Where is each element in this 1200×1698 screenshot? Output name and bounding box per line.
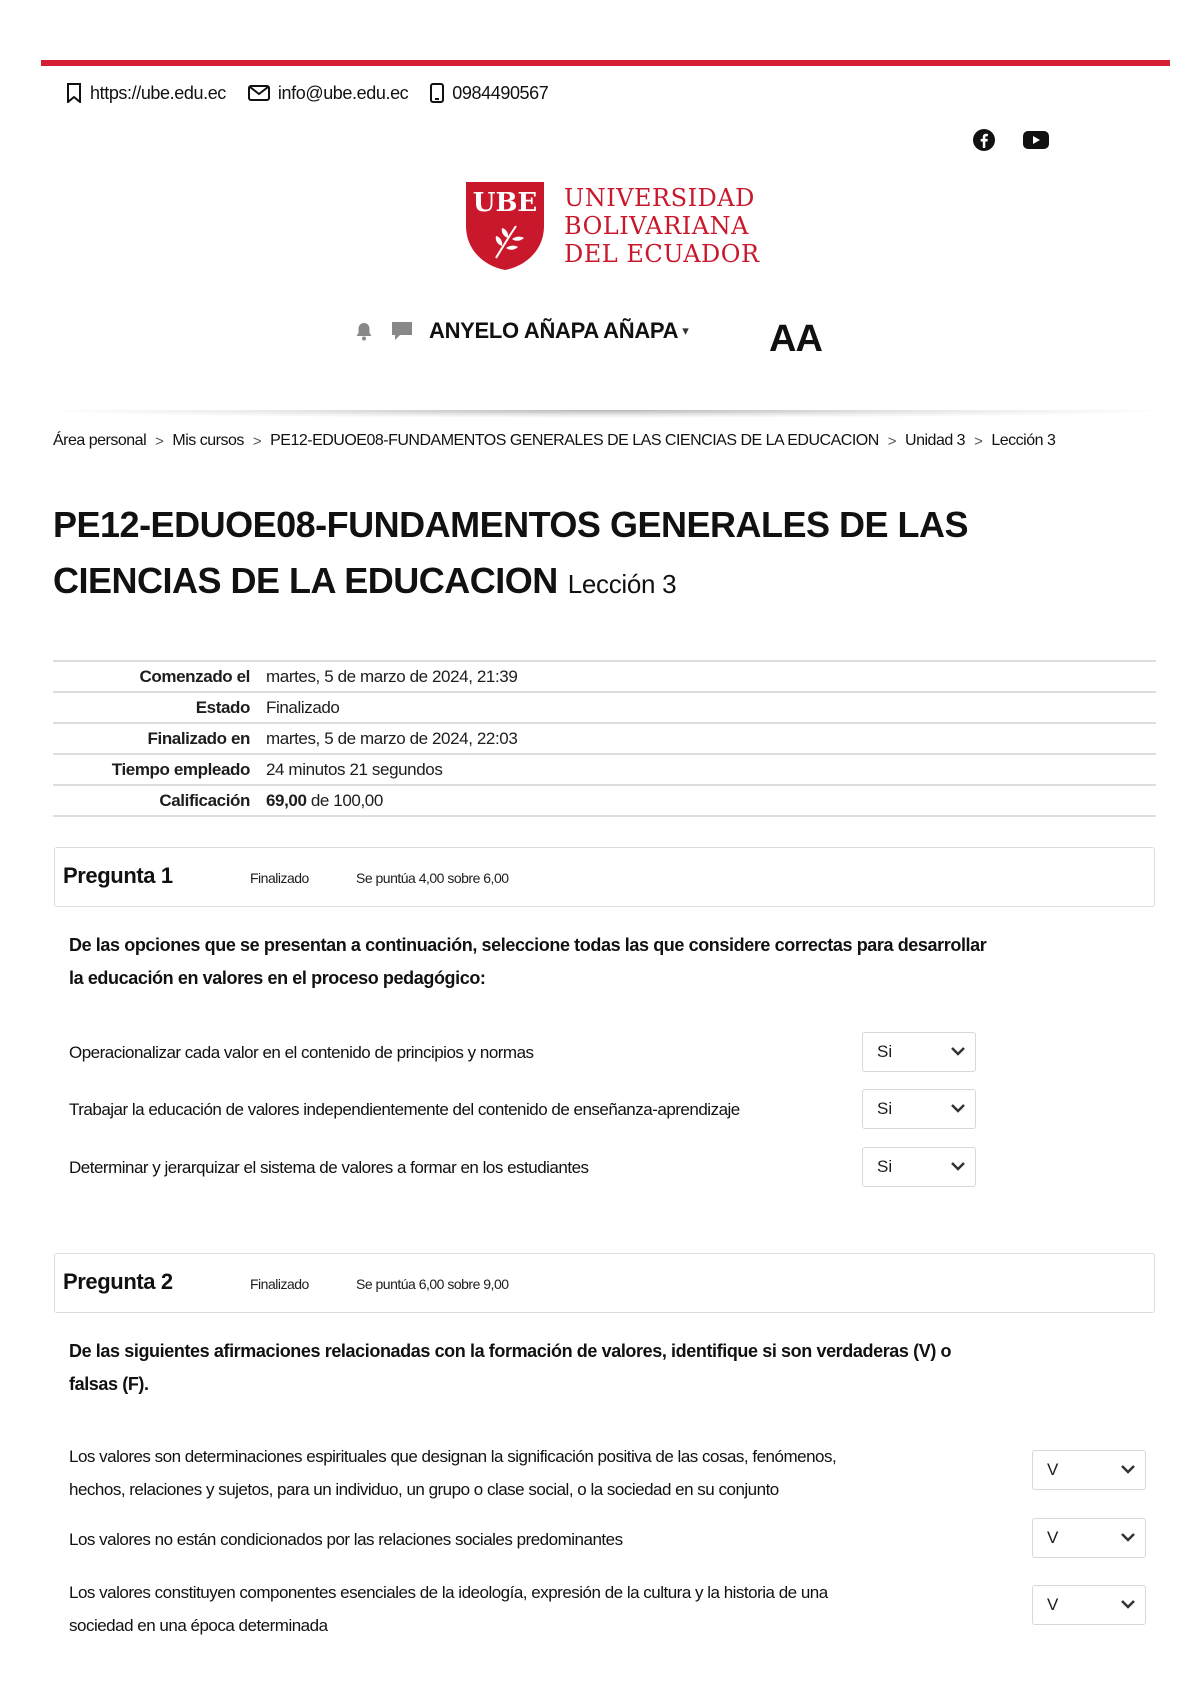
question-grade: Se puntúa 6,00 sobre 9,00 (356, 1276, 509, 1292)
messages-button[interactable] (391, 321, 413, 341)
username: ANYELO AÑAPA AÑAPA (429, 318, 679, 343)
logo-line-1: UNIVERSIDAD (564, 184, 755, 212)
breadcrumb-item-unit[interactable]: Unidad 3 (905, 432, 966, 449)
statement-text (69, 1576, 828, 1642)
question-number-value: 1 (160, 863, 173, 888)
chevron-down-icon (951, 1047, 965, 1056)
option-text: Determinar y jerarquizar el sistema de valores a formar en los estudiantes (69, 1158, 589, 1177)
summary-label: Calificación (159, 790, 250, 810)
page-title-line-2: CIENCIAS DE LA EDUCACION (53, 560, 558, 601)
website-link-text: https://ube.edu.ec (90, 82, 226, 103)
university-logo[interactable] (464, 180, 760, 276)
summary-row-started (53, 661, 1156, 692)
summary-value: 24 minutos 21 segundos (266, 759, 443, 779)
answer-select-value: Si (877, 1042, 893, 1061)
question-text-line: De las siguientes afirmaciones relacionadas con la formación de valores, identifique si son verdaderas (V) o (69, 1341, 952, 1361)
question-text-line: falsas (F). (69, 1374, 149, 1394)
statement-text-line: Los valores son determinaciones espirituales que designan la significación positiva de las cosas, fenómenos, (69, 1447, 837, 1466)
question-number-value: 2 (160, 1269, 173, 1294)
grade-score: 69,00 (266, 790, 307, 810)
facebook-icon (972, 128, 996, 152)
question-2-text (69, 1335, 1149, 1401)
website-link[interactable] (66, 83, 226, 104)
summary-label: Comenzado el (139, 666, 250, 686)
font-size-toggle[interactable]: AA (769, 318, 822, 360)
facebook-link[interactable] (970, 126, 998, 154)
chevron-down-icon (1121, 1465, 1135, 1474)
email-link[interactable] (248, 83, 408, 104)
summary-label: Estado (195, 697, 250, 717)
question-grade: Se puntúa 4,00 sobre 6,00 (356, 870, 509, 886)
summary-label: Tiempo empleado (111, 759, 250, 779)
logo-badge-text: UBE (472, 188, 538, 218)
question-2-info (54, 1253, 1155, 1313)
chevron-right-icon: > (155, 432, 164, 450)
summary-value: martes, 5 de marzo de 2024, 22:03 (266, 728, 518, 748)
statement-text-line: hechos, relaciones y sujetos, para un individuo, un grupo o clase social, o la sociedad en su conjunto (69, 1480, 779, 1499)
chevron-right-icon: > (974, 432, 983, 450)
user-navigation (355, 318, 689, 344)
question-number (63, 863, 173, 889)
phone-link-text: 0984490567 (452, 82, 549, 103)
answer-select-value: V (1047, 1460, 1059, 1479)
question-text-line: De las opciones que se presentan a continuación, seleccione todas las que considere correctas para desarrollar (69, 935, 987, 955)
user-menu-toggle[interactable] (413, 318, 689, 344)
answer-select[interactable] (862, 1147, 976, 1187)
bell-icon (355, 321, 373, 341)
page-subtitle: Lección 3 (567, 569, 677, 599)
chevron-down-icon (951, 1104, 965, 1113)
chat-icon (391, 321, 413, 341)
chevron-down-icon (951, 1162, 965, 1171)
bookmark-icon (66, 83, 82, 103)
logo-line-3: DEL ECUADOR (564, 240, 760, 268)
breadcrumb-item-home[interactable]: Área personal (53, 432, 147, 449)
answer-select-value: V (1047, 1528, 1059, 1547)
statement-text-line: sociedad en una época determinada (69, 1616, 328, 1635)
chevron-right-icon: > (887, 432, 897, 450)
question-label: Pregunta (63, 1269, 156, 1294)
option-text: Operacionalizar cada valor en el contenido de principios y normas (69, 1043, 534, 1062)
chevron-down-icon: ▾ (682, 323, 689, 338)
answer-select[interactable] (1032, 1518, 1146, 1558)
header-divider (44, 410, 1169, 418)
mail-icon (248, 85, 270, 101)
summary-value: martes, 5 de marzo de 2024, 21:39 (266, 666, 518, 686)
summary-value (264, 785, 1156, 816)
breadcrumb-item-course[interactable]: PE12-EDUOE08-FUNDAMENTOS GENERALES DE LAS CIENCIAS DE LA EDUCACION (270, 432, 879, 449)
logo-wordmark (564, 184, 760, 268)
answer-select-value: V (1047, 1595, 1059, 1614)
answer-select[interactable] (862, 1032, 976, 1072)
phone-icon (430, 83, 444, 103)
answer-select[interactable] (1032, 1585, 1146, 1625)
summary-row-grade (53, 785, 1156, 816)
question-1-text (69, 929, 1149, 995)
summary-row-state (53, 692, 1156, 723)
summary-value: Finalizado (266, 697, 340, 717)
answer-select[interactable] (862, 1089, 976, 1129)
social-links (946, 126, 1050, 154)
page-title-line-1: PE12-EDUOE08-FUNDAMENTOS GENERALES DE LAS (53, 504, 968, 545)
contact-bar (66, 80, 570, 106)
option-text: Trabajar la educación de valores independientemente del contenido de enseñanza-aprendizaje (69, 1100, 740, 1119)
question-label: Pregunta (63, 863, 156, 888)
question-1-info (54, 847, 1155, 907)
chevron-down-icon (1121, 1533, 1135, 1542)
question-state: Finalizado (250, 870, 309, 886)
attempt-summary-table (53, 660, 1156, 817)
logo-line-2: BOLIVARIANA (564, 212, 749, 240)
question-state: Finalizado (250, 1276, 309, 1292)
answer-select[interactable] (1032, 1450, 1146, 1490)
phone-link[interactable] (430, 83, 548, 104)
answer-select-value: Si (877, 1099, 893, 1118)
answer-select-value: Si (877, 1157, 893, 1176)
page-title (53, 497, 1153, 612)
youtube-link[interactable] (1022, 126, 1050, 154)
ube-shield-logo-icon (464, 180, 546, 272)
question-text-line: la educación en valores en el proceso pedagógico: (69, 968, 486, 988)
notifications-button[interactable] (355, 321, 373, 341)
statement-text-line: Los valores constituyen componentes esenciales de la ideología, expresión de la cultura y la historia de una (69, 1583, 828, 1602)
breadcrumb-item-courses[interactable]: Mis cursos (172, 432, 244, 449)
breadcrumb (53, 432, 1055, 450)
statement-text (69, 1523, 623, 1556)
email-link-text: info@ube.edu.ec (277, 82, 409, 103)
question-number (63, 1269, 173, 1295)
chevron-right-icon: > (252, 432, 262, 450)
statement-text-line: Los valores no están condicionados por las relaciones sociales predominantes (69, 1530, 623, 1549)
top-accent-bar (41, 60, 1170, 66)
statement-text (69, 1440, 836, 1506)
summary-row-time-taken (53, 754, 1156, 785)
breadcrumb-item-lesson[interactable]: Lección 3 (991, 432, 1056, 449)
chevron-down-icon (1121, 1600, 1135, 1609)
summary-label: Finalizado en (147, 728, 250, 748)
youtube-icon (1023, 130, 1049, 150)
summary-row-completed (53, 723, 1156, 754)
grade-total: de 100,00 (306, 790, 383, 810)
